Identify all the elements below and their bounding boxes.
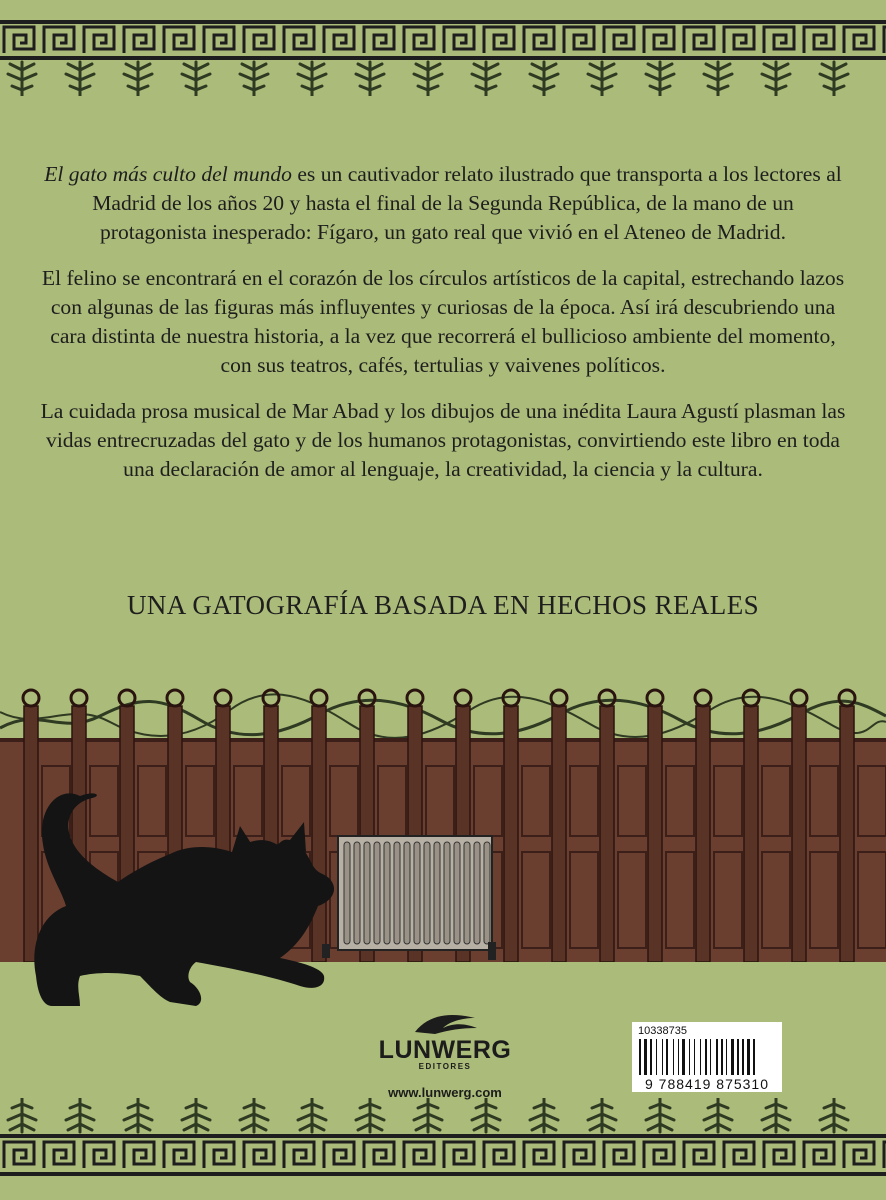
publisher-name: LUNWERG [378,1036,512,1064]
tagline: UNA GATOGRAFÍA BASADA EN HECHOS REALES [126,590,760,620]
greek-key-border-top [0,0,886,96]
barcode-isbn: 9 788419 875310 [645,1076,769,1092]
blurb-paragraph-1 [40,160,846,247]
blurb-paragraph-1-text: es un cautivador relato ilustrado que transporta a los lectores al Madrid de los años 20 y hasta el final de la Segunda República, de la mano de un protagonista inesperado: Fígaro, un gato real que vivió en el Ateneo de Madrid. [92,162,842,244]
book-title: El gato más culto del mundo [44,162,292,186]
publisher-subtitle: EDITORES [418,1062,472,1071]
publisher-url: www.lunwerg.com [388,1085,502,1100]
blurb [40,160,846,501]
barcode-code: 10338735 [638,1025,687,1037]
greek-key-border-bottom [0,1098,886,1194]
publisher-block [360,1010,530,1100]
blurb-paragraph-3: La cuidada prosa musical de Mar Abad y los dibujos de una inédita Laura Agustí plasman las vidas entrecruzadas del gato y de los humanos protagonistas, convirtiendo este libro en toda una declaración de amor al lenguaje, la creatividad, la ciencia y la cultura. [40,399,846,481]
barcode [632,1022,782,1092]
blurb-paragraph-2: El felino se encontrará en el corazón de los círculos artísticos de la capital, estrechando lazos con algunas de las figuras más influyentes y curiosas de la época. Así irá descubriendo una cara distinta de nuestra historia, a la vez que recorrerá el bullicioso ambiente del momento, con sus teatros, cafés, tertulias y vaivenes políticos. [41,266,845,377]
radiator-icon [322,836,496,960]
wainscot-scene [0,676,886,1006]
barcode-bars [637,1039,777,1079]
lunwerg-bird-logo-icon [405,1010,485,1036]
